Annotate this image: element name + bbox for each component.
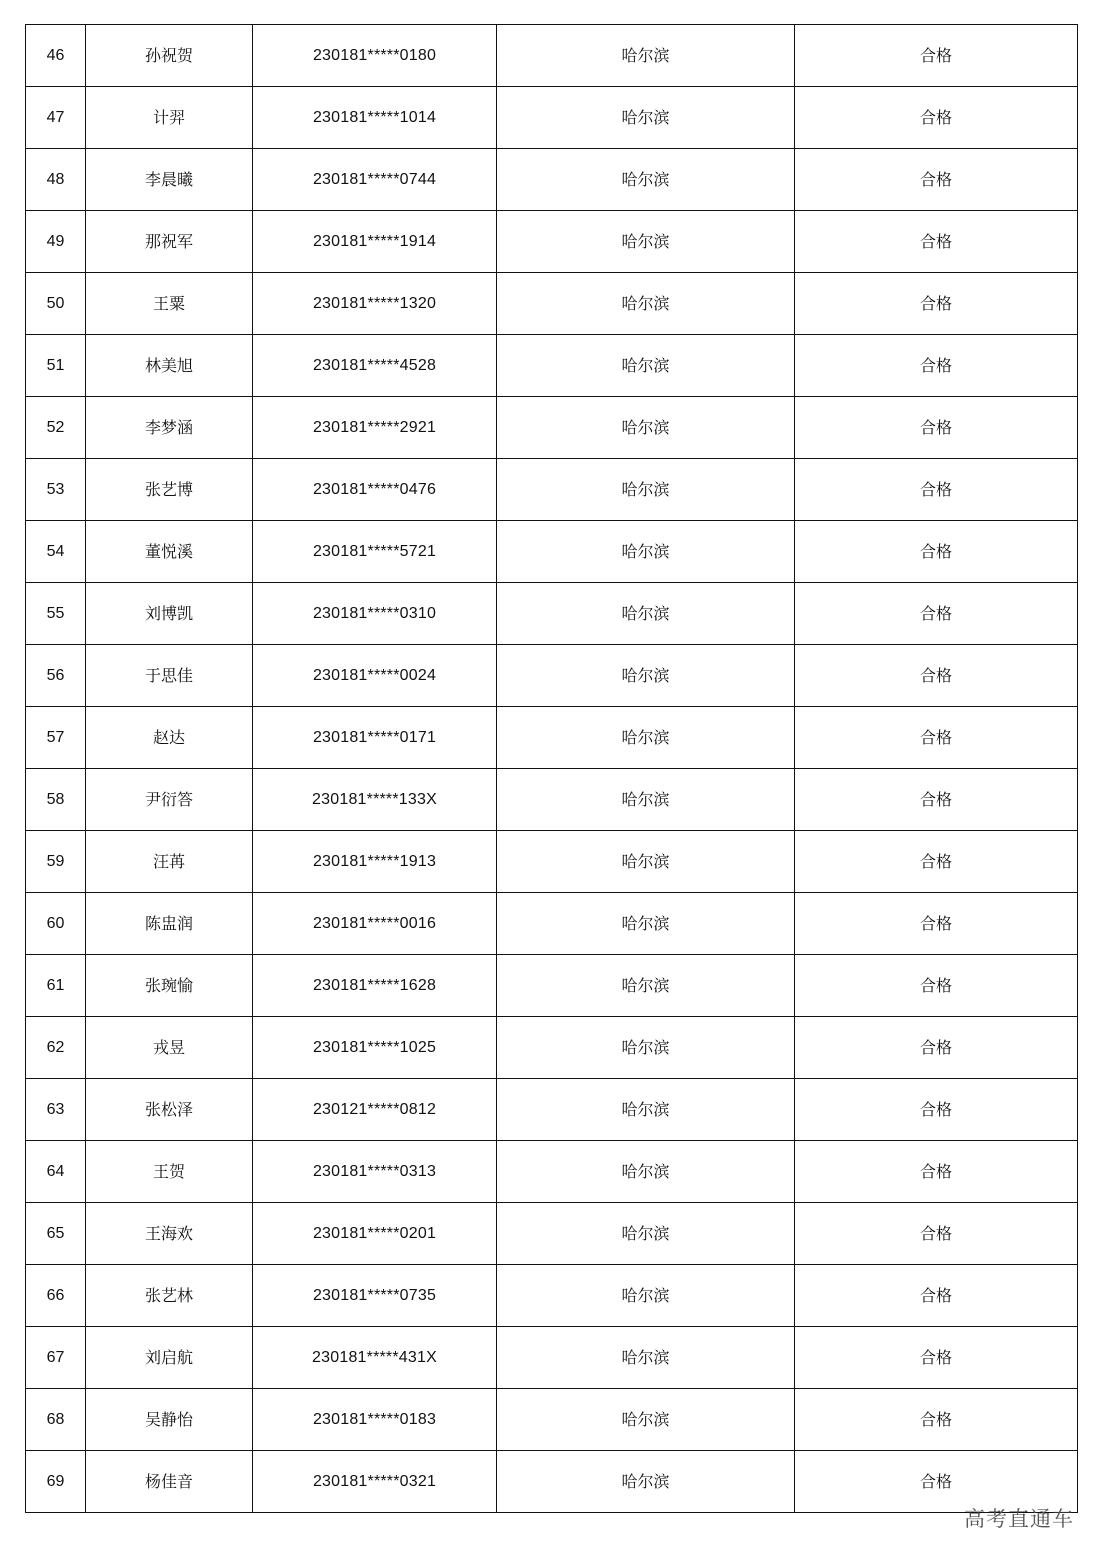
row-number-cell: 63 [26,1079,86,1141]
person-name-cell: 林美旭 [86,335,253,397]
table-row [26,1017,1078,1079]
table-row [26,1451,1078,1513]
person-name-cell: 刘启航 [86,1327,253,1389]
id-number-cell: 230181*****1913 [253,831,497,893]
city-cell: 哈尔滨 [497,1017,795,1079]
id-number-cell: 230181*****0476 [253,459,497,521]
row-number-cell: 61 [26,955,86,1017]
table-row [26,1203,1078,1265]
result-status-cell: 合格 [795,87,1078,149]
row-number-cell: 56 [26,645,86,707]
id-number-cell: 230181*****0744 [253,149,497,211]
result-status-cell: 合格 [795,521,1078,583]
id-number-cell: 230181*****0171 [253,707,497,769]
table-row [26,1327,1078,1389]
result-status-cell: 合格 [795,1203,1078,1265]
city-cell: 哈尔滨 [497,521,795,583]
city-cell: 哈尔滨 [497,211,795,273]
person-name-cell: 于思佳 [86,645,253,707]
table-row [26,831,1078,893]
table-row [26,25,1078,87]
person-name-cell: 王粟 [86,273,253,335]
city-cell: 哈尔滨 [497,335,795,397]
result-status-cell: 合格 [795,583,1078,645]
result-status-cell: 合格 [795,955,1078,1017]
table-row [26,521,1078,583]
table-row [26,335,1078,397]
person-name-cell: 李梦涵 [86,397,253,459]
row-number-cell: 52 [26,397,86,459]
city-cell: 哈尔滨 [497,1265,795,1327]
row-number-cell: 64 [26,1141,86,1203]
table-row [26,645,1078,707]
person-name-cell: 刘博凯 [86,583,253,645]
table-row [26,87,1078,149]
city-cell: 哈尔滨 [497,1451,795,1513]
row-number-cell: 60 [26,893,86,955]
row-number-cell: 47 [26,87,86,149]
city-cell: 哈尔滨 [497,1079,795,1141]
city-cell: 哈尔滨 [497,87,795,149]
table-row [26,1265,1078,1327]
table-row [26,149,1078,211]
person-name-cell: 王贺 [86,1141,253,1203]
row-number-cell: 67 [26,1327,86,1389]
table-row [26,893,1078,955]
row-number-cell: 51 [26,335,86,397]
result-status-cell: 合格 [795,1141,1078,1203]
table-row [26,1389,1078,1451]
person-name-cell: 杨佳音 [86,1451,253,1513]
result-status-cell: 合格 [795,273,1078,335]
id-number-cell: 230181*****0180 [253,25,497,87]
person-name-cell: 李晨曦 [86,149,253,211]
city-cell: 哈尔滨 [497,1141,795,1203]
city-cell: 哈尔滨 [497,273,795,335]
table-row [26,459,1078,521]
city-cell: 哈尔滨 [497,769,795,831]
row-number-cell: 54 [26,521,86,583]
result-status-cell: 合格 [795,1451,1078,1513]
result-status-cell: 合格 [795,335,1078,397]
person-name-cell: 汪苒 [86,831,253,893]
person-name-cell: 张艺博 [86,459,253,521]
id-number-cell: 230181*****0016 [253,893,497,955]
person-name-cell: 吴静怡 [86,1389,253,1451]
id-number-cell: 230181*****4528 [253,335,497,397]
id-number-cell: 230181*****431X [253,1327,497,1389]
table-row [26,955,1078,1017]
person-name-cell: 那祝军 [86,211,253,273]
table-row [26,1079,1078,1141]
id-number-cell: 230181*****1914 [253,211,497,273]
result-status-cell: 合格 [795,1017,1078,1079]
id-number-cell: 230181*****0183 [253,1389,497,1451]
id-number-cell: 230181*****0313 [253,1141,497,1203]
result-status-cell: 合格 [795,831,1078,893]
roster-table [25,24,1078,1513]
watermark-text: 高考直通车 [964,1507,1074,1531]
city-cell: 哈尔滨 [497,1327,795,1389]
result-status-cell: 合格 [795,1389,1078,1451]
row-number-cell: 57 [26,707,86,769]
person-name-cell: 戎昱 [86,1017,253,1079]
city-cell: 哈尔滨 [497,149,795,211]
roster-table-body [26,25,1078,1513]
row-number-cell: 69 [26,1451,86,1513]
id-number-cell: 230181*****1014 [253,87,497,149]
table-row [26,397,1078,459]
table-row [26,769,1078,831]
person-name-cell: 张艺林 [86,1265,253,1327]
result-status-cell: 合格 [795,1079,1078,1141]
city-cell: 哈尔滨 [497,831,795,893]
table-row [26,707,1078,769]
person-name-cell: 孙祝贺 [86,25,253,87]
id-number-cell: 230181*****2921 [253,397,497,459]
row-number-cell: 66 [26,1265,86,1327]
person-name-cell: 王海欢 [86,1203,253,1265]
result-status-cell: 合格 [795,397,1078,459]
id-number-cell: 230181*****133X [253,769,497,831]
id-number-cell: 230181*****0310 [253,583,497,645]
person-name-cell: 计羿 [86,87,253,149]
row-number-cell: 46 [26,25,86,87]
city-cell: 哈尔滨 [497,1203,795,1265]
result-status-cell: 合格 [795,1265,1078,1327]
row-number-cell: 62 [26,1017,86,1079]
row-number-cell: 49 [26,211,86,273]
city-cell: 哈尔滨 [497,583,795,645]
result-status-cell: 合格 [795,211,1078,273]
id-number-cell: 230181*****0321 [253,1451,497,1513]
row-number-cell: 53 [26,459,86,521]
result-status-cell: 合格 [795,149,1078,211]
id-number-cell: 230181*****1320 [253,273,497,335]
id-number-cell: 230181*****0735 [253,1265,497,1327]
id-number-cell: 230181*****0201 [253,1203,497,1265]
table-row [26,211,1078,273]
city-cell: 哈尔滨 [497,1389,795,1451]
result-status-cell: 合格 [795,1327,1078,1389]
result-status-cell: 合格 [795,707,1078,769]
person-name-cell: 董悦溪 [86,521,253,583]
city-cell: 哈尔滨 [497,955,795,1017]
id-number-cell: 230181*****1025 [253,1017,497,1079]
result-status-cell: 合格 [795,645,1078,707]
city-cell: 哈尔滨 [497,893,795,955]
row-number-cell: 59 [26,831,86,893]
person-name-cell: 张松泽 [86,1079,253,1141]
city-cell: 哈尔滨 [497,707,795,769]
row-number-cell: 55 [26,583,86,645]
city-cell: 哈尔滨 [497,645,795,707]
result-status-cell: 合格 [795,25,1078,87]
person-name-cell: 尹衍答 [86,769,253,831]
id-number-cell: 230181*****0024 [253,645,497,707]
table-row [26,273,1078,335]
id-number-cell: 230181*****1628 [253,955,497,1017]
id-number-cell: 230121*****0812 [253,1079,497,1141]
result-status-cell: 合格 [795,769,1078,831]
row-number-cell: 65 [26,1203,86,1265]
row-number-cell: 48 [26,149,86,211]
person-name-cell: 陈盅润 [86,893,253,955]
row-number-cell: 58 [26,769,86,831]
city-cell: 哈尔滨 [497,25,795,87]
person-name-cell: 张琬愉 [86,955,253,1017]
city-cell: 哈尔滨 [497,397,795,459]
city-cell: 哈尔滨 [497,459,795,521]
row-number-cell: 50 [26,273,86,335]
table-row [26,583,1078,645]
table-row [26,1141,1078,1203]
result-status-cell: 合格 [795,459,1078,521]
result-status-cell: 合格 [795,893,1078,955]
row-number-cell: 68 [26,1389,86,1451]
person-name-cell: 赵达 [86,707,253,769]
id-number-cell: 230181*****5721 [253,521,497,583]
